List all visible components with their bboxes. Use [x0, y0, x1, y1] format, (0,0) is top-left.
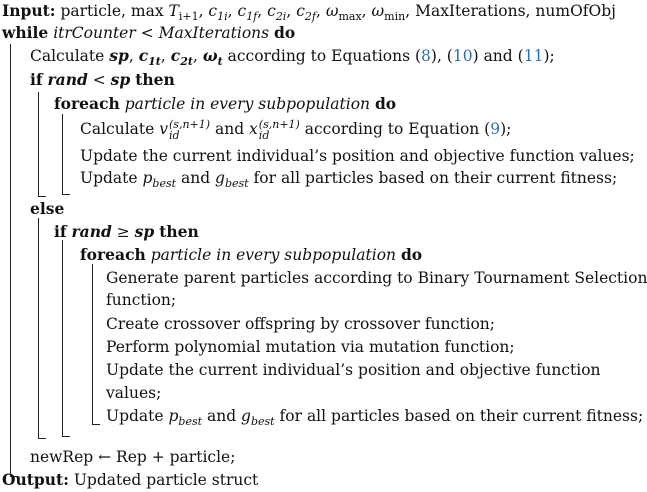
foreach-line-2: foreach particle in every subpopulation do	[80, 245, 423, 264]
calc-sp-line: Calculate sp, $c_{1t}$, $c_{2t}$, $\omega_t$ according to Equations (8), (10) and (11);	[30, 46, 555, 69]
equation-ref-10[interactable]: 10	[452, 47, 473, 65]
else-block-bar	[38, 218, 39, 438]
while-condition: itrCounter < MaxIterations	[53, 24, 270, 42]
crossover-line: Create crossover offspring by crossover function;	[106, 315, 495, 333]
foreach-line-1: foreach particle in every subpopulation do	[54, 94, 397, 113]
output-line: Output: Updated particle struct	[2, 470, 259, 489]
if2-block-end	[62, 436, 70, 437]
while-line	[2, 23, 295, 43]
foreach2-block-bar	[92, 264, 93, 424]
foreach2-block-end	[92, 424, 100, 425]
while-block-bar	[10, 44, 11, 476]
else-line: else	[30, 199, 65, 218]
output-label: Output:	[2, 470, 69, 489]
update-best-line-2: Update $p_{best}$ and $g_{best}$ for all particles based on their current fitness;	[106, 407, 644, 429]
update-position-line-2-cont: values;	[106, 384, 162, 402]
equation-ref-9[interactable]: 9	[490, 120, 501, 138]
generate-parent-line-cont: function;	[106, 291, 177, 309]
generate-parent-line: Generate parent particles according to Binary Tournament Selection	[106, 269, 647, 287]
foreach1-block-bar	[62, 114, 63, 194]
else-block-end	[38, 438, 46, 439]
equation-ref-11[interactable]: 11	[523, 47, 544, 65]
input-line: Input: particle, $\max T_{i+1}$, $c_{1i}$, $c_{1f}$, $c_{2i}$, $c_{2f}$, $\omega_{max}$, $\omega_{min}$, MaxIterations, numOfObj	[2, 1, 616, 24]
if-block-end	[38, 196, 46, 197]
equation-ref-8[interactable]: 8	[421, 47, 431, 65]
update-best-line-1: Update $p_{best}$ and $g_{best}$ for all particles based on their current fitness;	[80, 169, 618, 191]
update-position-line-2: Update the current individual’s position and objective function	[106, 361, 601, 379]
if-rand-lt-line: if rand < sp then	[30, 70, 175, 89]
do-keyword: do	[274, 23, 296, 42]
mutation-line: Perform polynomial mutation via mutation function;	[106, 338, 515, 356]
calc-v-line: Calculate v (s,n+1) id and x (s,n+1) id according to Equation (9);	[80, 118, 512, 142]
newrep-line: newRep ← Rep + particle;	[30, 448, 236, 466]
update-position-line-1: Update the current individual’s position and objective function values;	[80, 147, 635, 165]
if2-block-bar	[62, 240, 63, 436]
while-keyword: while	[2, 23, 49, 42]
input-label: Input:	[2, 1, 56, 20]
foreach1-block-end	[62, 194, 70, 195]
if-block-bar	[38, 92, 39, 196]
if-rand-ge-line: if rand ≥ sp then	[54, 222, 199, 241]
